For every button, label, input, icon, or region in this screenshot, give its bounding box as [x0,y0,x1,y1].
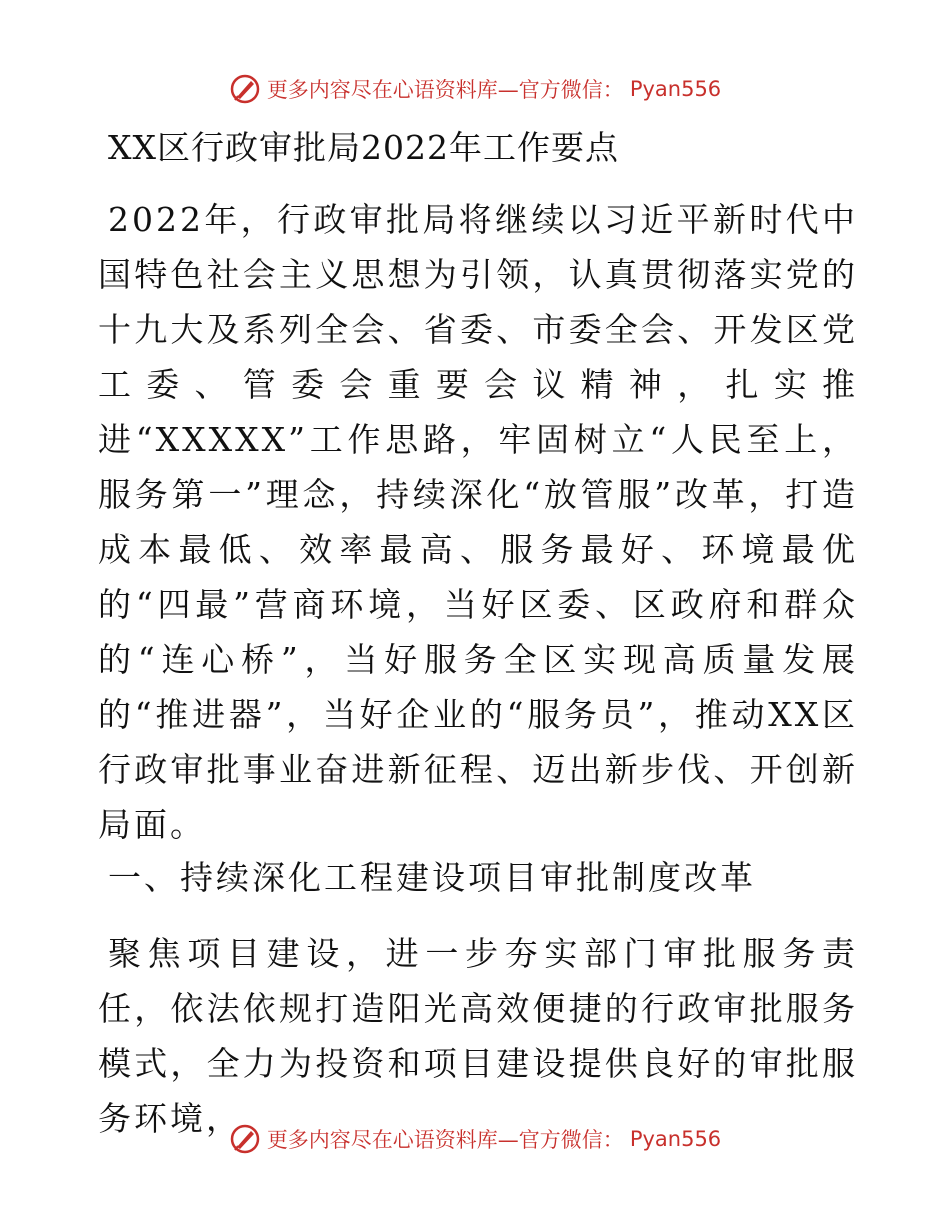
quill-seal-icon [229,73,261,105]
watermark-header [0,72,950,106]
watermark-wechat-id: Pyan556 [629,77,722,101]
page-title: XX区行政审批局2022年工作要点 [108,128,619,167]
section-heading: 一、持续深化工程建设项目审批制度改革 [108,858,756,897]
quill-seal-icon [229,1123,261,1155]
watermark-text: 更多内容尽在心语资料库—官方微信： [266,1128,624,1152]
intro-paragraph: 2022年，行政审批局将继续以习近平新时代中国特色社会主义思想为引领，认真贯彻落实党的十九大及系列全会、省委、市委全会、开发区党工委、管委会重要会议精神，扎实推进“XXXXX”工作思路，牢固树立“人民至上，服务第一”理念，持续深化“放管服”改革，打造成本最低、效率最高、服务最好、环境最优的“四最”营商环境，当好区委、区政府和群众的“连心桥”，当好服务全区实现高质量发展的“推进器”，当好企业的“服务员”，推动XX区行政审批事业奋进新征程、迈出新步伐、开创新局面。 [98,200,858,844]
watermark-footer [0,1122,950,1156]
section-paragraph: 聚焦项目建设，进一步夯实部门审批服务责任，依法依规打造阳光高效便捷的行政审批服务模式，全力为投资和项目建设提供良好的审批服务环境， [98,934,858,1138]
watermark-text: 更多内容尽在心语资料库—官方微信： [266,78,624,102]
watermark-wechat-id: Pyan556 [629,1127,722,1151]
